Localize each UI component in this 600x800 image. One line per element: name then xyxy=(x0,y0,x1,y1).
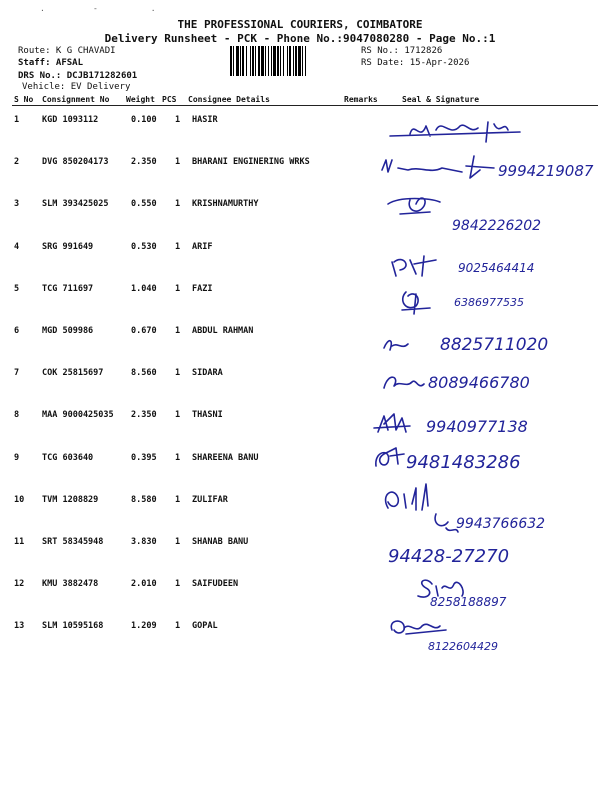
signature-row-2 xyxy=(370,148,595,188)
barcode xyxy=(230,46,358,76)
row-consignment-no: KGD 1093112 xyxy=(42,115,99,125)
signature-row-6 xyxy=(370,326,595,366)
row-consignee: GOPAL xyxy=(192,621,218,631)
rs-date: RS Date: 15-Apr-2026 xyxy=(361,58,470,68)
row-consignment-no: KMU 3882478 xyxy=(42,579,99,589)
barcode-bar xyxy=(233,46,234,76)
row-pcs: 1 xyxy=(175,453,181,463)
row-weight: 3.830 xyxy=(131,537,157,547)
barcode-bar xyxy=(258,46,260,76)
row-consignee: BHARANI ENGINERING WRKS xyxy=(192,157,310,167)
row-pcs: 1 xyxy=(175,199,181,209)
row-pcs: 1 xyxy=(175,115,181,125)
row-weight: 2.350 xyxy=(131,410,157,420)
col-seal-signature: Seal & Signature xyxy=(402,95,480,104)
phone-row-7: 8089466780 xyxy=(428,373,530,392)
signature-row-12 xyxy=(370,570,595,610)
row-weight: 8.580 xyxy=(131,495,157,505)
row-pcs: 1 xyxy=(175,537,181,547)
row-pcs: 1 xyxy=(175,579,181,589)
row-consignee: HASIR xyxy=(192,115,218,125)
signature-row-1 xyxy=(370,112,595,152)
row-consignee: SHAREENA BANU xyxy=(192,453,259,463)
barcode-bar xyxy=(252,46,254,76)
row-weight: 0.395 xyxy=(131,453,157,463)
signature-row-5 xyxy=(370,248,595,288)
row-pcs: 1 xyxy=(175,621,181,631)
barcode-bar xyxy=(293,46,294,76)
row-weight: 2.010 xyxy=(131,579,157,589)
phone-row-13: 8122604429 xyxy=(428,640,498,652)
barcode-bar xyxy=(271,46,272,76)
signature-row-13 xyxy=(370,612,595,652)
row-consignment-no: SLM 10595168 xyxy=(42,621,104,631)
row-pcs: 1 xyxy=(175,495,181,505)
barcode-bar xyxy=(280,46,281,76)
signature-row-3 xyxy=(370,190,595,230)
row-sno: 11 xyxy=(14,537,25,547)
row-weight: 0.550 xyxy=(131,199,157,209)
rs-number: RS No.: 1712826 xyxy=(361,46,443,56)
barcode-bar xyxy=(289,46,291,76)
col-pcs: PCS xyxy=(162,95,177,104)
row-sno: 7 xyxy=(14,368,20,378)
phone-row-10: 9943766632 xyxy=(456,516,546,532)
barcode-bar xyxy=(298,46,301,76)
row-sno: 2 xyxy=(14,157,20,167)
row-weight: 1.209 xyxy=(131,621,157,631)
barcode-bar xyxy=(255,46,256,76)
row-pcs: 1 xyxy=(175,242,181,252)
row-sno: 8 xyxy=(14,410,20,420)
row-consignment-no: MAA 9000425035 xyxy=(42,410,114,420)
staff-label: Staff: AFSAL xyxy=(18,58,84,68)
phone-row-5: 9025464414 xyxy=(458,261,535,275)
col-consignment: Consignment No xyxy=(42,95,110,104)
route-label: Route: K G CHAVADI xyxy=(18,46,116,56)
col-weight: Weight xyxy=(126,95,155,104)
col-remarks: Remarks xyxy=(344,95,378,104)
row-sno: 1 xyxy=(14,115,20,125)
row-consignee: ARIF xyxy=(192,242,213,252)
row-consignment-no: SRG 991649 xyxy=(42,242,94,252)
barcode-bar xyxy=(236,46,239,76)
row-sno: 5 xyxy=(14,284,20,294)
phone-row-3: 9842226202 xyxy=(452,218,542,230)
row-consignee: THASNI xyxy=(192,410,223,420)
row-consignment-no: SLM 393425025 xyxy=(42,199,109,209)
row-consignee: SAIFUDEEN xyxy=(192,579,239,589)
row-weight: 0.530 xyxy=(131,242,157,252)
row-consignee: SHANAB BANU xyxy=(192,537,249,547)
barcode-bar xyxy=(295,46,297,76)
row-consignment-no: COK 25815697 xyxy=(42,368,104,378)
barcode-bar xyxy=(277,46,279,76)
phone-row-6: 8825711020 xyxy=(440,335,549,355)
phone-row-12: 8258188897 xyxy=(430,595,507,609)
header-rule xyxy=(12,105,598,106)
barcode-bar xyxy=(305,46,306,76)
barcode-bar xyxy=(261,46,264,76)
phone-row-2: 9994219087 xyxy=(498,162,594,180)
row-consignment-no: TCG 711697 xyxy=(42,284,94,294)
row-consignment-no: TVM 1208829 xyxy=(42,495,99,505)
row-consignment-no: TCG 603640 xyxy=(42,453,94,463)
scan-specks: . - . xyxy=(40,4,156,13)
row-consignment-no: SRT 58345948 xyxy=(42,537,104,547)
barcode-bar xyxy=(242,46,244,76)
row-sno: 3 xyxy=(14,199,20,209)
row-sno: 6 xyxy=(14,326,20,336)
row-consignment-no: MGD 509986 xyxy=(42,326,94,336)
barcode-bar xyxy=(230,46,232,76)
row-weight: 0.100 xyxy=(131,115,157,125)
signature-row-7 xyxy=(370,362,595,402)
barcode-bar xyxy=(287,46,288,76)
row-pcs: 1 xyxy=(175,368,181,378)
vehicle-label: Vehicle: EV Delivery xyxy=(22,82,131,92)
phone-row-9: 9481483286 xyxy=(406,452,521,473)
row-consignee: SIDARA xyxy=(192,368,223,378)
row-pcs: 1 xyxy=(175,326,181,336)
phone-row-5b: 6386977535 xyxy=(454,296,524,309)
row-consignee: KRISHNAMURTHY xyxy=(192,199,259,209)
barcode-bar xyxy=(246,46,247,76)
signature-row-5b xyxy=(370,286,595,326)
col-consignee: Consignee Details xyxy=(188,95,270,104)
row-sno: 4 xyxy=(14,242,20,252)
row-sno: 10 xyxy=(14,495,25,505)
document-subtitle: Delivery Runsheet - PCK - Phone No.:9047080280 - Page No.:1 xyxy=(104,32,496,45)
row-consignee: ABDUL RAHMAN xyxy=(192,326,254,336)
barcode-bar xyxy=(273,46,276,76)
barcode-bar xyxy=(268,46,269,76)
row-pcs: 1 xyxy=(175,284,181,294)
drs-number: DRS No.: DCJB171282601 xyxy=(18,71,138,81)
row-consignment-no: DVG 850204173 xyxy=(42,157,109,167)
signature-row-9 xyxy=(370,440,595,480)
barcode-bar xyxy=(302,46,303,76)
row-weight: 8.560 xyxy=(131,368,157,378)
phone-row-11: 94428-27270 xyxy=(388,546,510,567)
row-consignee: ZULIFAR xyxy=(192,495,228,505)
row-consignee: FAZI xyxy=(192,284,213,294)
barcode-bar xyxy=(250,46,251,76)
row-sno: 9 xyxy=(14,453,20,463)
row-weight: 1.040 xyxy=(131,284,157,294)
row-sno: 12 xyxy=(14,579,25,589)
barcode-bar xyxy=(265,46,266,76)
row-sno: 13 xyxy=(14,621,25,631)
row-weight: 0.670 xyxy=(131,326,157,336)
row-weight: 2.350 xyxy=(131,157,157,167)
row-pcs: 1 xyxy=(175,410,181,420)
barcode-bar xyxy=(283,46,284,76)
row-pcs: 1 xyxy=(175,157,181,167)
barcode-bar xyxy=(240,46,241,76)
document-title: THE PROFESSIONAL COURIERS, COIMBATORE xyxy=(177,18,423,31)
phone-row-8: 9940977138 xyxy=(426,417,528,436)
col-sno: S No xyxy=(14,95,34,104)
